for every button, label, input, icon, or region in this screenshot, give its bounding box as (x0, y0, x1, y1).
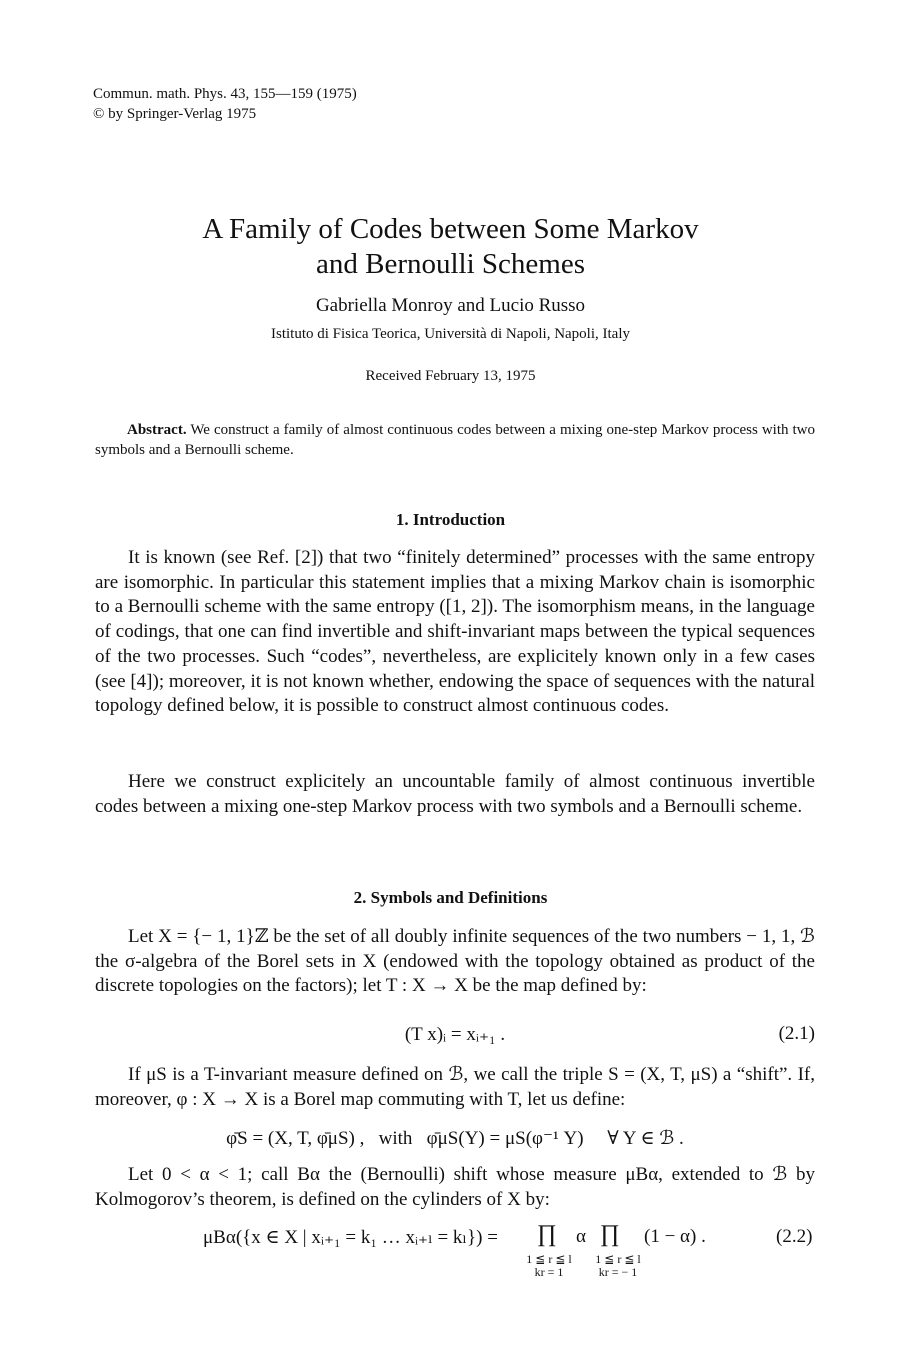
section-1-heading: 1. Introduction (395, 510, 506, 529)
abstract-label: Abstract. (127, 422, 187, 438)
abstract (95, 420, 815, 460)
equation-definition-expression: φ̄S = (X, T, φ̄μS) , with φ̄μS(Y) = μS(φ⁻¹ Y) ∀ Y ∈ ℬ . (226, 1128, 684, 1149)
equation-2-2-sub-2a: 1 ≦ r ≦ l (595, 1252, 641, 1266)
journal-line: Commun. math. Phys. 43, 155—159 (1975) (93, 86, 357, 102)
section-1-paragraph-2: Here we construct explicitely an uncountable family of almost continuous invertible codes between a mixing one-step Markov process with two symbols and a Bernoulli scheme. (95, 771, 815, 817)
section-2-heading: 2. Symbols and Definitions (353, 888, 548, 907)
equation-2-1 (95, 1023, 815, 1048)
abstract-text: We construct a family of almost continuous codes between a mixing one-step Markov process with two symbols and a Bernoulli scheme. (95, 422, 815, 458)
authors: Gabriella Monroy and Lucio Russo (315, 295, 586, 316)
title-line-2: and Bernoulli Schemes (315, 248, 585, 280)
equation-2-1-expression: (T x)ᵢ = xᵢ₊₁ . (404, 1024, 506, 1045)
affiliation: Istituto di Fisica Teorica, Università di Napoli, Napoli, Italy (270, 326, 631, 342)
equation-2-2 (0, 1221, 901, 1286)
section-1-paragraph-1: It is known (see Ref. [2]) that two “finitely determined” processes with the same entropy are isomorphic. In particular this statement implies that a mixing Markov chain is isomorphic to a Bernoulli scheme with the same entropy ([1, 2]). The isomorphism means, in the language of codings, that one can find invertible and shift-invariant maps between the typical sequences of the two processes. Such “codes”, nevertheless, are explicitely known only in a few cases (see [4]); moreover, it is not known whether, endowing the space of sequences with the natural topology defined below, it is possible to construct almost continuous codes. (95, 547, 815, 717)
section-2-paragraph-1: Let X = {− 1, 1}ℤ be the set of all doubly infinite sequences of the two numbers − 1, 1, ℬ the σ-algebra of the Borel sets in X (endowed with the topology obtained as product of the discrete topologies on the factors); let T : X → X be the map defined by: (95, 926, 815, 997)
equation-2-2-number: (2.2) (776, 1226, 813, 1247)
equation-2-2-lhs: μBα({x ∈ X | xᵢ₊₁ = k₁ … xᵢ₊ₗ = kₗ}) = (203, 1227, 498, 1248)
section-2-paragraph-2: If μS is a T-invariant measure defined on ℬ, we call the triple S = (X, T, μS) a “shift”. If, moreover, φ : X → X is a Borel map commuting with T, let us define: (95, 1064, 815, 1110)
received-date: Received February 13, 1975 (365, 368, 536, 384)
equation-2-2-sub-2b: kr = − 1 (598, 1265, 638, 1279)
equation-2-1-number: (2.1) (778, 1023, 815, 1044)
copyright-line: © by Springer-Verlag 1975 (93, 106, 257, 122)
paper-title (0, 212, 901, 282)
equation-2-2-alpha: α (576, 1226, 586, 1247)
journal-header (93, 84, 357, 124)
equation-2-2-tail: (1 − α) . (644, 1226, 706, 1247)
equation-2-2-product-1: ∏ (537, 1221, 557, 1247)
title-line-1: A Family of Codes between Some Markov (202, 213, 699, 245)
equation-definition (95, 1127, 815, 1152)
equation-2-2-product-2: ∏ (600, 1221, 620, 1247)
section-2-paragraph-3: Let 0 < α < 1; call Bα the (Bernoulli) shift whose measure μBα, extended to ℬ by Kolmogorov’s theorem, is defined on the cylinders of X by: (95, 1164, 815, 1210)
equation-2-2-sub-1a: 1 ≦ r ≦ l (526, 1252, 572, 1266)
equation-2-2-sub-1b: kr = 1 (534, 1265, 564, 1279)
